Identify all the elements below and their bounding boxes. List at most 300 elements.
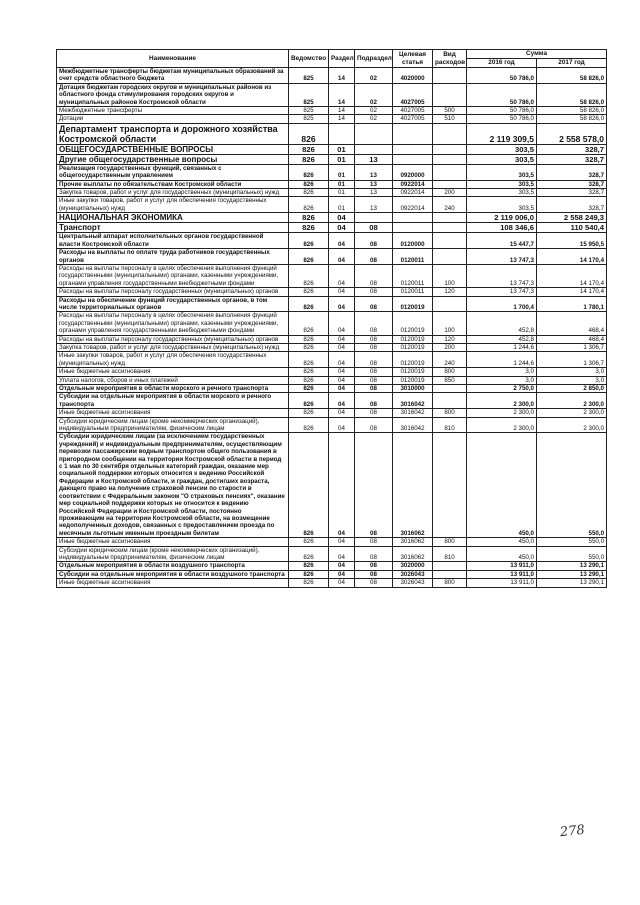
cell-sum-2017: 328,7 <box>537 189 607 197</box>
cell-name: Иные бюджетные ассигнования <box>57 409 289 417</box>
cell-target-article: 0120019 <box>393 335 433 343</box>
cell-podrazdel: 08 <box>355 562 393 570</box>
cell-target-article: 3016062 <box>393 433 433 538</box>
cell-sum-2017: 328,7 <box>537 154 607 164</box>
cell-podrazdel <box>355 213 393 223</box>
cell-target-article <box>393 123 433 144</box>
cell-name: Дотации <box>57 115 289 123</box>
table-row <box>57 107 607 115</box>
cell-name: Расходы на выплаты персоналу государственных (муниципальных) органов <box>57 288 289 296</box>
cell-razdel: 14 <box>329 115 355 123</box>
cell-expense-type: 120 <box>433 335 467 343</box>
cell-sum-2016: 303,5 <box>467 154 537 164</box>
cell-vedomstvo: 826 <box>289 264 329 287</box>
table-row <box>57 570 607 578</box>
cell-sum-2017: 3,0 <box>537 368 607 376</box>
cell-expense-type <box>433 144 467 154</box>
cell-target-article: 3016062 <box>393 538 433 546</box>
cell-razdel: 04 <box>329 579 355 587</box>
cell-expense-type: 850 <box>433 376 467 384</box>
cell-vedomstvo: 826 <box>289 335 329 343</box>
table-row <box>57 312 607 335</box>
cell-vedomstvo: 825 <box>289 68 329 84</box>
cell-sum-2016: 450,0 <box>467 546 537 562</box>
cell-vedomstvo: 826 <box>289 562 329 570</box>
cell-expense-type <box>433 233 467 249</box>
cell-sum-2017: 550,0 <box>537 538 607 546</box>
cell-podrazdel: 08 <box>355 546 393 562</box>
table-row <box>57 433 607 538</box>
cell-target-article: 0120019 <box>393 368 433 376</box>
cell-name: Другие общегосударственные вопросы <box>57 154 289 164</box>
cell-sum-2016: 2 750,0 <box>467 385 537 393</box>
cell-sum-2016: 2 119 309,5 <box>467 123 537 144</box>
cell-name: НАЦИОНАЛЬНАЯ ЭКОНОМИКА <box>57 213 289 223</box>
cell-expense-type: 800 <box>433 368 467 376</box>
cell-name: Субсидии юридическим лицам (кроме некоммерческих организаций), индивидуальным предпринимателям, физическим лицам <box>57 546 289 562</box>
cell-razdel: 14 <box>329 68 355 84</box>
cell-razdel: 04 <box>329 385 355 393</box>
cell-razdel: 04 <box>329 335 355 343</box>
cell-name: Отдельные мероприятия в области морского и речного транспорта <box>57 385 289 393</box>
cell-sum-2017: 328,7 <box>537 180 607 188</box>
cell-expense-type: 810 <box>433 417 467 433</box>
table-row <box>57 213 607 223</box>
cell-name: Иные закупки товаров, работ и услуг для обеспечения государственных (муниципальных) нужд <box>57 197 289 213</box>
table-row <box>57 249 607 265</box>
cell-target-article: 3016042 <box>393 409 433 417</box>
header-expense-type: Вид расходов <box>433 50 467 68</box>
cell-podrazdel: 13 <box>355 197 393 213</box>
cell-target-article: 3016042 <box>393 393 433 409</box>
cell-sum-2016: 50 786,0 <box>467 68 537 84</box>
cell-target-article: 0120019 <box>393 376 433 384</box>
cell-target-article: 3016062 <box>393 546 433 562</box>
table-row <box>57 376 607 384</box>
cell-name: Реализация государственных функций, связанных с общегосударственным управлением <box>57 164 289 180</box>
cell-target-article: 0120011 <box>393 249 433 265</box>
cell-sum-2017: 2 850,0 <box>537 385 607 393</box>
cell-razdel: 14 <box>329 107 355 115</box>
cell-sum-2016: 452,8 <box>467 312 537 335</box>
cell-vedomstvo: 826 <box>289 123 329 144</box>
cell-name: Субсидии на отдельные мероприятия в области морского и речного транспорта <box>57 393 289 409</box>
cell-sum-2016: 2 300,0 <box>467 393 537 409</box>
cell-name: Иные закупки товаров, работ и услуг для обеспечения государственных (муниципальных) нужд <box>57 352 289 368</box>
cell-podrazdel: 02 <box>355 107 393 115</box>
cell-podrazdel <box>355 123 393 144</box>
cell-vedomstvo: 826 <box>289 409 329 417</box>
header-2016: 2016 год <box>467 59 537 68</box>
table-row <box>57 368 607 376</box>
cell-expense-type <box>433 223 467 233</box>
cell-sum-2017: 3,0 <box>537 376 607 384</box>
cell-vedomstvo: 826 <box>289 352 329 368</box>
cell-sum-2017: 2 300,0 <box>537 409 607 417</box>
table-row <box>57 68 607 84</box>
cell-vedomstvo: 826 <box>289 154 329 164</box>
cell-podrazdel: 08 <box>355 249 393 265</box>
cell-razdel: 04 <box>329 288 355 296</box>
cell-expense-type: 800 <box>433 409 467 417</box>
cell-sum-2016: 13 747,3 <box>467 249 537 265</box>
header-2017: 2017 год <box>537 59 607 68</box>
cell-vedomstvo: 825 <box>289 115 329 123</box>
table-row <box>57 223 607 233</box>
table-row <box>57 233 607 249</box>
cell-podrazdel <box>355 144 393 154</box>
cell-vedomstvo: 826 <box>289 223 329 233</box>
cell-razdel: 04 <box>329 433 355 538</box>
cell-expense-type <box>433 164 467 180</box>
cell-sum-2016: 1 244,6 <box>467 343 537 351</box>
cell-sum-2017: 2 558 249,3 <box>537 213 607 223</box>
cell-razdel: 04 <box>329 233 355 249</box>
cell-podrazdel: 08 <box>355 312 393 335</box>
cell-razdel: 04 <box>329 223 355 233</box>
cell-expense-type <box>433 83 467 106</box>
cell-expense-type <box>433 213 467 223</box>
cell-target-article: 4027005 <box>393 115 433 123</box>
cell-razdel: 04 <box>329 296 355 312</box>
cell-razdel: 01 <box>329 164 355 180</box>
cell-sum-2017: 468,4 <box>537 312 607 335</box>
cell-razdel: 01 <box>329 154 355 164</box>
cell-vedomstvo: 826 <box>289 233 329 249</box>
cell-sum-2017: 58 826,0 <box>537 115 607 123</box>
cell-sum-2017: 468,4 <box>537 335 607 343</box>
table-row <box>57 264 607 287</box>
cell-podrazdel: 13 <box>355 164 393 180</box>
cell-podrazdel: 13 <box>355 180 393 188</box>
cell-name: Закупка товаров, работ и услуг для государственных (муниципальных) нужд <box>57 343 289 351</box>
cell-vedomstvo: 826 <box>289 570 329 578</box>
cell-sum-2016: 13 747,3 <box>467 288 537 296</box>
cell-sum-2017: 13 290,1 <box>537 579 607 587</box>
table-row <box>57 288 607 296</box>
cell-expense-type <box>433 385 467 393</box>
cell-podrazdel: 02 <box>355 115 393 123</box>
table-row <box>57 180 607 188</box>
cell-expense-type <box>433 180 467 188</box>
cell-sum-2016: 3,0 <box>467 368 537 376</box>
cell-name: Дотация бюджетам городских округов и муниципальных районов из областного фонда стимулирования городских округов и муниципальных районов Костромской области <box>57 83 289 106</box>
cell-name: Иные бюджетные ассигнования <box>57 538 289 546</box>
cell-name: Транспорт <box>57 223 289 233</box>
cell-podrazdel: 08 <box>355 417 393 433</box>
cell-sum-2016: 13 911,0 <box>467 570 537 578</box>
cell-vedomstvo: 826 <box>289 213 329 223</box>
cell-name: Расходы на выплаты персоналу в целях обеспечения выполнения функций государственными (муниципальными) органами, казенными учреждениями, органами управления государственными внебюджетными фондами <box>57 312 289 335</box>
header-summa: Сумма <box>467 50 607 59</box>
cell-target-article: 4027005 <box>393 107 433 115</box>
cell-vedomstvo: 826 <box>289 376 329 384</box>
cell-sum-2016: 13 911,0 <box>467 579 537 587</box>
cell-sum-2017: 58 826,0 <box>537 107 607 115</box>
cell-sum-2017: 13 290,1 <box>537 562 607 570</box>
cell-expense-type <box>433 393 467 409</box>
cell-sum-2016: 452,8 <box>467 335 537 343</box>
cell-podrazdel: 08 <box>355 352 393 368</box>
cell-name: Центральный аппарат исполнительных органов государственной власти Костромской области <box>57 233 289 249</box>
cell-name: Иные бюджетные ассигнования <box>57 579 289 587</box>
table-row <box>57 164 607 180</box>
cell-target-article <box>393 213 433 223</box>
cell-expense-type: 800 <box>433 579 467 587</box>
cell-sum-2016: 303,5 <box>467 197 537 213</box>
cell-sum-2016: 2 300,0 <box>467 417 537 433</box>
table-row <box>57 123 607 144</box>
cell-target-article: 0120019 <box>393 296 433 312</box>
cell-name: Отдельные мероприятия в области воздушного транспорта <box>57 562 289 570</box>
cell-sum-2016: 303,5 <box>467 189 537 197</box>
cell-expense-type: 100 <box>433 312 467 335</box>
cell-expense-type <box>433 433 467 538</box>
cell-podrazdel: 13 <box>355 154 393 164</box>
cell-sum-2016: 108 346,6 <box>467 223 537 233</box>
cell-sum-2016: 450,0 <box>467 433 537 538</box>
cell-target-article: 0922014 <box>393 197 433 213</box>
cell-podrazdel: 08 <box>355 433 393 538</box>
cell-name: Субсидии юридическим лицам (за исключением государственных учреждений) и индивидуальным предпринимателям, осуществляющим перевозки пассажирским водным транспортом общего пользования в пригородном сообщении на территории Костромской области в период с 1 мая по 30 сентября отдельных категорий граждан, оказание мер социальной поддержки которых относится к ведению Российской Федерации и Костромской области, и граждан, достигших возраста, дающего право на получение страховой пенсии по старости в соответствии с Федеральным законом "О страховых пенсиях", оказание мер социальной поддержки которых не относится к ведению Российской Федерации и Костромской области, постоянно проживающим на территории Костромской области, на возмещение недополученных доходов, связанных с предоставлением проезда по месячным льготным именным проездным билетам <box>57 433 289 538</box>
cell-vedomstvo: 826 <box>289 368 329 376</box>
cell-razdel: 04 <box>329 570 355 578</box>
cell-sum-2017: 550,0 <box>537 546 607 562</box>
cell-target-article <box>393 223 433 233</box>
cell-vedomstvo: 826 <box>289 312 329 335</box>
header-razdel: Раздел <box>329 50 355 68</box>
page-number: 278 <box>559 822 586 841</box>
cell-podrazdel: 08 <box>355 368 393 376</box>
cell-sum-2016: 50 786,0 <box>467 83 537 106</box>
cell-sum-2017: 550,0 <box>537 433 607 538</box>
cell-target-article: 0120019 <box>393 343 433 351</box>
cell-expense-type <box>433 562 467 570</box>
cell-razdel: 04 <box>329 343 355 351</box>
cell-sum-2017: 14 170,4 <box>537 249 607 265</box>
cell-sum-2016: 2 119 006,0 <box>467 213 537 223</box>
table-row <box>57 538 607 546</box>
cell-target-article: 0922014 <box>393 189 433 197</box>
cell-podrazdel: 08 <box>355 409 393 417</box>
table-row <box>57 352 607 368</box>
cell-name: Межбюджетные трансферты <box>57 107 289 115</box>
cell-razdel: 04 <box>329 538 355 546</box>
cell-podrazdel: 08 <box>355 393 393 409</box>
cell-sum-2017: 58 826,0 <box>537 83 607 106</box>
cell-name: Субсидии на отдельные мероприятия в области воздушного транспорта <box>57 570 289 578</box>
cell-sum-2017: 1 306,7 <box>537 343 607 351</box>
cell-sum-2017: 2 558 578,0 <box>537 123 607 144</box>
cell-target-article: 0120011 <box>393 264 433 287</box>
cell-podrazdel: 13 <box>355 189 393 197</box>
cell-vedomstvo: 826 <box>289 343 329 351</box>
cell-vedomstvo: 826 <box>289 197 329 213</box>
cell-expense-type <box>433 123 467 144</box>
cell-razdel: 04 <box>329 393 355 409</box>
cell-target-article: 3020000 <box>393 562 433 570</box>
cell-vedomstvo: 826 <box>289 417 329 433</box>
cell-sum-2016: 450,0 <box>467 538 537 546</box>
cell-vedomstvo: 826 <box>289 393 329 409</box>
cell-sum-2016: 13 911,0 <box>467 562 537 570</box>
cell-sum-2016: 1 700,4 <box>467 296 537 312</box>
cell-razdel: 04 <box>329 352 355 368</box>
cell-vedomstvo: 825 <box>289 83 329 106</box>
cell-vedomstvo: 826 <box>289 538 329 546</box>
cell-podrazdel: 08 <box>355 296 393 312</box>
cell-sum-2016: 13 747,3 <box>467 264 537 287</box>
cell-sum-2017: 328,7 <box>537 144 607 154</box>
cell-name: Субсидии юридическим лицам (кроме некоммерческих организаций), индивидуальным предпринимателям, физическим лицам <box>57 417 289 433</box>
cell-expense-type: 100 <box>433 264 467 287</box>
cell-sum-2016: 1 244,6 <box>467 352 537 368</box>
cell-sum-2017: 2 300,0 <box>537 417 607 433</box>
cell-name: Расходы на выплаты персоналу в целях обеспечения выполнения функций государственными (муниципальными) органами, казенными учреждениями, органами управления государственными внебюджетными фондами <box>57 264 289 287</box>
header-podrazdel: Подраздел <box>355 50 393 68</box>
cell-podrazdel: 08 <box>355 343 393 351</box>
cell-expense-type: 510 <box>433 115 467 123</box>
cell-podrazdel: 08 <box>355 223 393 233</box>
cell-podrazdel: 02 <box>355 83 393 106</box>
table-row <box>57 335 607 343</box>
cell-sum-2016: 3,0 <box>467 376 537 384</box>
table-row <box>57 296 607 312</box>
cell-expense-type: 240 <box>433 352 467 368</box>
cell-expense-type: 200 <box>433 189 467 197</box>
cell-name: Иные бюджетные ассигнования <box>57 368 289 376</box>
cell-target-article: 0922014 <box>393 180 433 188</box>
cell-target-article: 0120019 <box>393 312 433 335</box>
cell-podrazdel: 08 <box>355 538 393 546</box>
cell-razdel: 04 <box>329 562 355 570</box>
header-name: Наименование <box>57 50 289 68</box>
cell-razdel: 01 <box>329 180 355 188</box>
cell-name: ОБЩЕГОСУДАРСТВЕННЫЕ ВОПРОСЫ <box>57 144 289 154</box>
cell-razdel: 04 <box>329 264 355 287</box>
cell-sum-2017: 1 306,7 <box>537 352 607 368</box>
cell-vedomstvo: 826 <box>289 164 329 180</box>
table-row <box>57 385 607 393</box>
cell-name: Расходы на выплаты по оплате труда работников государственных органов <box>57 249 289 265</box>
budget-table <box>56 49 607 588</box>
cell-name: Расходы на выплаты персоналу государственных (муниципальных) органов <box>57 335 289 343</box>
cell-expense-type <box>433 296 467 312</box>
cell-expense-type: 120 <box>433 288 467 296</box>
cell-razdel: 04 <box>329 417 355 433</box>
table-row <box>57 197 607 213</box>
table-row <box>57 343 607 351</box>
cell-sum-2016: 50 786,0 <box>467 115 537 123</box>
cell-target-article: 4027005 <box>393 83 433 106</box>
cell-sum-2016: 50 786,0 <box>467 107 537 115</box>
cell-name: Департамент транспорта и дорожного хозяйства Костромской области <box>57 123 289 144</box>
table-body <box>57 68 607 588</box>
table-row <box>57 154 607 164</box>
cell-target-article: 0120000 <box>393 233 433 249</box>
cell-vedomstvo: 826 <box>289 296 329 312</box>
cell-expense-type <box>433 154 467 164</box>
cell-expense-type <box>433 570 467 578</box>
cell-razdel <box>329 123 355 144</box>
cell-sum-2017: 110 540,4 <box>537 223 607 233</box>
cell-expense-type: 810 <box>433 546 467 562</box>
cell-sum-2017: 1 780,1 <box>537 296 607 312</box>
table-row <box>57 546 607 562</box>
table-row <box>57 189 607 197</box>
cell-sum-2017: 13 290,1 <box>537 570 607 578</box>
cell-target-article: 0120011 <box>393 288 433 296</box>
table-row <box>57 579 607 587</box>
cell-sum-2017: 2 300,0 <box>537 393 607 409</box>
cell-target-article <box>393 144 433 154</box>
cell-sum-2016: 303,5 <box>467 180 537 188</box>
cell-expense-type: 240 <box>433 197 467 213</box>
cell-name: Расходы на обеспечение функций государственных органов, в том числе территориальных органов <box>57 296 289 312</box>
table-row <box>57 562 607 570</box>
cell-podrazdel: 08 <box>355 385 393 393</box>
cell-sum-2016: 303,5 <box>467 144 537 154</box>
cell-target-article: 3010000 <box>393 385 433 393</box>
cell-sum-2016: 15 447,7 <box>467 233 537 249</box>
cell-expense-type <box>433 68 467 84</box>
cell-target-article: 0120019 <box>393 352 433 368</box>
cell-expense-type: 800 <box>433 538 467 546</box>
table-row <box>57 409 607 417</box>
table-row <box>57 417 607 433</box>
cell-podrazdel: 08 <box>355 570 393 578</box>
cell-expense-type <box>433 249 467 265</box>
cell-name: Закупка товаров, работ и услуг для государственных (муниципальных) нужд <box>57 189 289 197</box>
cell-target-article: 3016042 <box>393 417 433 433</box>
cell-expense-type: 500 <box>433 107 467 115</box>
cell-target-article: 4020000 <box>393 68 433 84</box>
cell-podrazdel: 08 <box>355 288 393 296</box>
cell-sum-2017: 14 170,4 <box>537 288 607 296</box>
header-vedomstvo: Ведомство <box>289 50 329 68</box>
cell-razdel: 04 <box>329 213 355 223</box>
cell-vedomstvo: 826 <box>289 180 329 188</box>
cell-sum-2017: 328,7 <box>537 197 607 213</box>
cell-podrazdel: 08 <box>355 579 393 587</box>
table-row <box>57 115 607 123</box>
cell-sum-2017: 328,7 <box>537 164 607 180</box>
cell-razdel: 04 <box>329 546 355 562</box>
cell-expense-type: 200 <box>433 343 467 351</box>
table-row <box>57 393 607 409</box>
cell-razdel: 04 <box>329 249 355 265</box>
table-row <box>57 144 607 154</box>
cell-vedomstvo: 826 <box>289 144 329 154</box>
cell-podrazdel: 02 <box>355 68 393 84</box>
cell-podrazdel: 08 <box>355 264 393 287</box>
cell-vedomstvo: 826 <box>289 546 329 562</box>
cell-razdel: 04 <box>329 312 355 335</box>
cell-sum-2017: 14 170,4 <box>537 264 607 287</box>
cell-target-article: 3026043 <box>393 579 433 587</box>
cell-podrazdel: 08 <box>355 233 393 249</box>
document-page <box>56 49 606 588</box>
cell-vedomstvo: 825 <box>289 107 329 115</box>
cell-name: Прочие выплаты по обязательствам Костромской области <box>57 180 289 188</box>
cell-razdel: 01 <box>329 197 355 213</box>
cell-vedomstvo: 826 <box>289 249 329 265</box>
cell-vedomstvo: 826 <box>289 433 329 538</box>
cell-target-article: 0920000 <box>393 164 433 180</box>
cell-vedomstvo: 826 <box>289 579 329 587</box>
cell-razdel: 04 <box>329 409 355 417</box>
cell-razdel: 14 <box>329 83 355 106</box>
